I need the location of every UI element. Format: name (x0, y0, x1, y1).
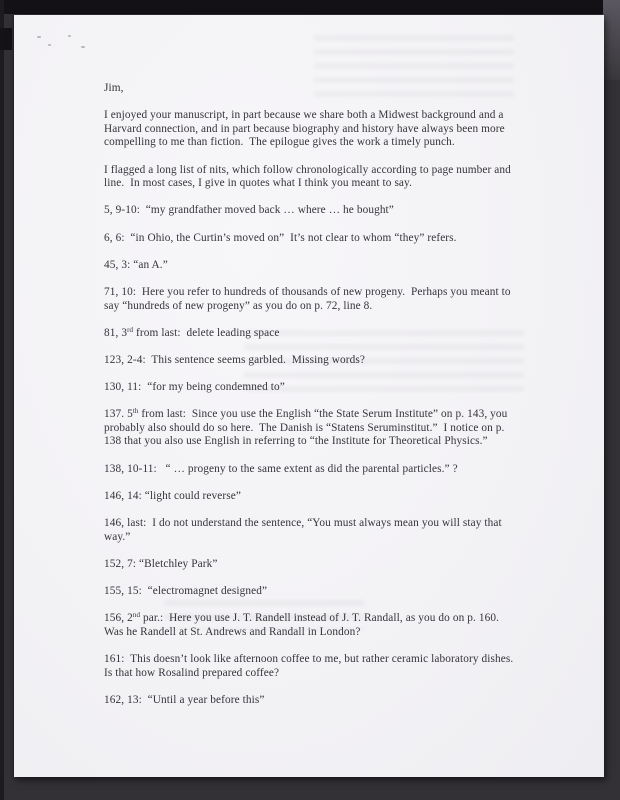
letter-paragraph (104, 164, 544, 191)
ordinal-superscript: nd (132, 611, 141, 620)
letter-line (104, 123, 544, 137)
letter-line (104, 300, 544, 314)
letter-line (104, 381, 544, 395)
text-run: 123, 2-4: This sentence seems garbled. Missing words? (104, 353, 365, 366)
letter-line (104, 164, 544, 178)
letter-line (104, 558, 544, 572)
ordinal-superscript: rd (127, 325, 134, 334)
paper-sheet (14, 15, 604, 777)
scan-left-notch (0, 28, 12, 50)
pencil-mark (68, 35, 71, 37)
text-run: 161: This doesn’t look like afternoon coffee to me, but rather ceramic laboratory dishes. (104, 652, 514, 665)
text-run: 155, 15: “electromagnet designed” (104, 584, 268, 597)
text-run: 81, 3 (104, 326, 128, 339)
pencil-mark (81, 46, 85, 48)
letter-line (104, 463, 544, 477)
letter-line (104, 653, 544, 667)
letter-paragraph (104, 694, 544, 708)
letter-body (104, 82, 544, 721)
letter-paragraph (104, 204, 544, 218)
text-run: 146, last: I do not understand the sentence, “You must always mean you will stay that (104, 517, 502, 529)
text-run: way.” (104, 530, 131, 543)
letter-paragraph (104, 381, 544, 395)
text-run: I flagged a long list of nits, which follow chronologically according to page number and (104, 163, 511, 176)
text-run: 152, 7: “Bletchley Park” (104, 557, 218, 570)
text-run: 45, 3: “an A.” (104, 258, 168, 271)
letter-paragraph (104, 612, 544, 639)
text-run: probably also should do so here. The Danish is “Statens Seruminstitut.” I notice on p. (104, 421, 505, 434)
text-run: Was he Randell at St. Andrews and Randall in London? (104, 625, 361, 638)
letter-paragraph (104, 232, 544, 246)
letter-line (104, 435, 544, 449)
letter-line (104, 327, 544, 341)
letter-paragraph (104, 82, 544, 96)
text-run: par.: Here you use J. T. Randell instead of J. T. Randall, as you do on p. 160. (140, 612, 500, 625)
text-run: 138, 10-11: “ … progeny to the same extent as did the parental particles.” ? (104, 462, 458, 475)
text-run: 162, 13: “Until a year before this” (104, 693, 265, 706)
text-run: compelling to me than fiction. The epilogue gives the work a timely punch. (104, 136, 455, 149)
letter-line (104, 204, 544, 218)
letter-line (104, 259, 544, 273)
text-run: from last: delete leading space (133, 326, 280, 339)
scan-corner-patch (603, 0, 620, 80)
letter-paragraph (104, 259, 544, 273)
scan-left-edge (0, 0, 4, 800)
ordinal-superscript: th (132, 407, 139, 416)
letter-paragraph (104, 463, 544, 477)
scan-top-band (0, 0, 604, 14)
text-run: Jim, (104, 82, 124, 94)
letter-line (104, 531, 544, 545)
text-run: 130, 11: “for my being condemned to” (104, 381, 285, 394)
letter-paragraph (104, 286, 544, 313)
text-run: I enjoyed your manuscript, in part because we share both a Midwest background and a (104, 109, 504, 122)
letter-paragraph (104, 408, 544, 449)
text-run: 156, 2 (104, 612, 133, 625)
letter-paragraph (104, 558, 544, 572)
letter-line (104, 408, 544, 422)
letter-line (104, 667, 544, 681)
letter-line (104, 109, 544, 123)
letter-line (104, 232, 544, 246)
letter-line (104, 490, 544, 504)
text-run: 5, 9-10: “my grandfather moved back … where … he bought” (104, 204, 394, 217)
letter-line (104, 354, 544, 368)
letter-paragraph (104, 653, 544, 680)
text-run: from last: Since you use the English “the State Serum Institute” on p. 143, you (138, 408, 508, 421)
letter-paragraph (104, 327, 544, 341)
text-run: line. In most cases, I give in quotes what I think you meant to say. (104, 177, 412, 190)
text-run: 71, 10: Here you refer to hundreds of thousands of new progeny. Perhaps you meant to (104, 285, 511, 298)
letter-line (104, 82, 544, 96)
letter-line (104, 177, 544, 191)
letter-paragraph (104, 490, 544, 504)
text-run: 6, 6: “in Ohio, the Curtin’s moved on” It’s not clear to whom “they” refers. (104, 231, 457, 244)
letter-line (104, 422, 544, 436)
letter-paragraph (104, 354, 544, 368)
text-run: 137. 5 (104, 408, 133, 421)
text-run: 138 that you also use English in referring to “the Institute for Theoretical Physics.” (104, 435, 488, 448)
pencil-mark (48, 44, 51, 46)
letter-line (104, 585, 544, 599)
text-run: Is that how Rosalind prepared coffee? (104, 666, 280, 679)
letter-line (104, 517, 544, 531)
pencil-mark (37, 36, 41, 38)
letter-line (104, 136, 544, 150)
letter-line (104, 626, 544, 640)
text-run: say “hundreds of new progeny” as you do on p. 72, line 8. (104, 299, 373, 312)
letter-line (104, 286, 544, 300)
letter-paragraph (104, 517, 544, 544)
letter-line (104, 612, 544, 626)
letter-line (104, 694, 544, 708)
letter-paragraph (104, 585, 544, 599)
text-run: Harvard connection, and in part because biography and history have always been more (104, 122, 505, 135)
text-run: 146, 14: “light could reverse” (104, 489, 241, 502)
letter-paragraph (104, 109, 544, 150)
